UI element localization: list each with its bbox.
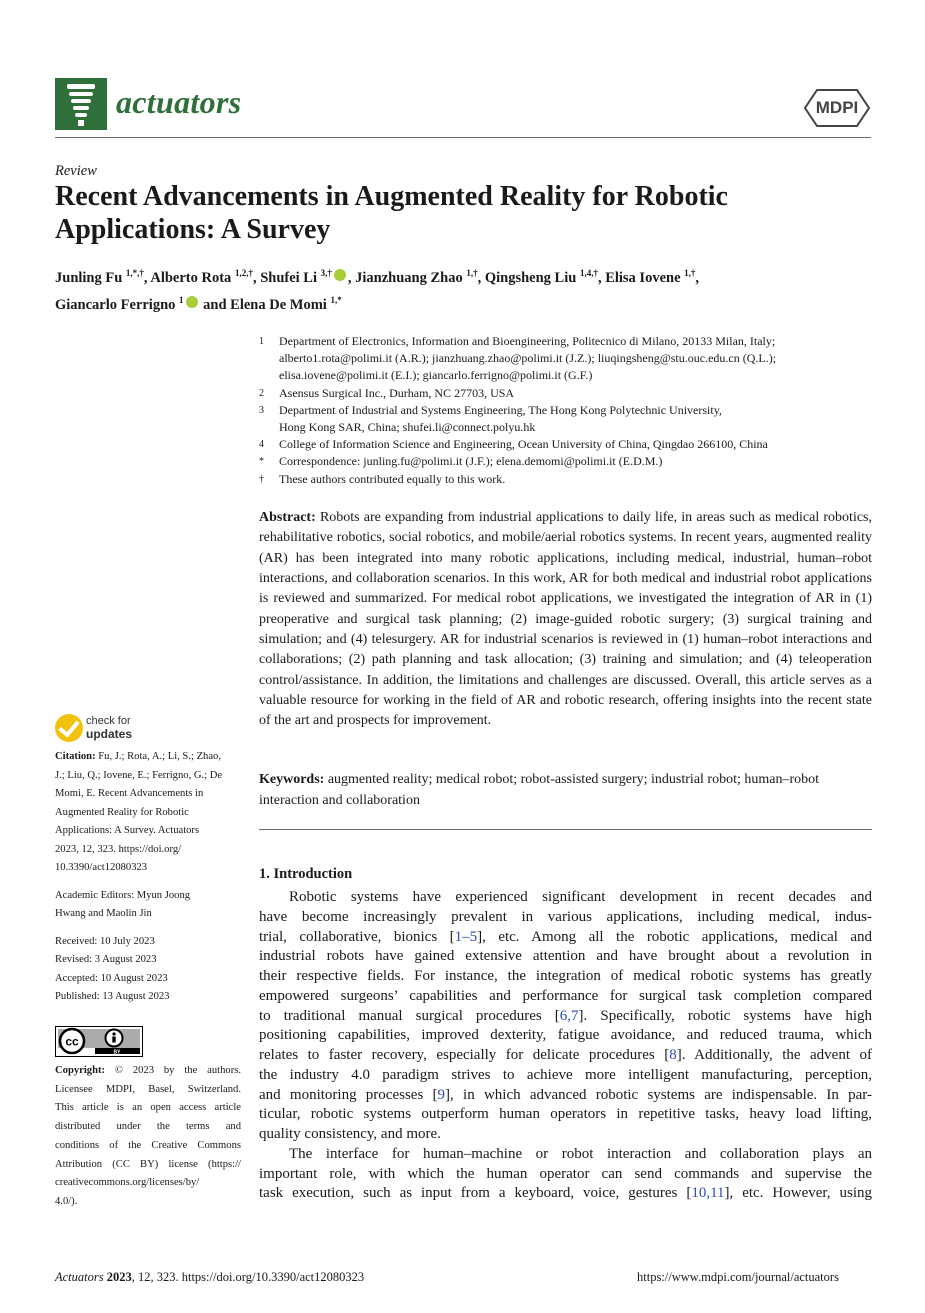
correspondence-line[interactable]: Correspondence: junling.fu@polimi.it (J.F.); elena.demomi@polimi.it (E.D.M.) [279,454,663,469]
affiliation-line[interactable]: alberto1.rota@polimi.it (A.R.); jianzhuang.zhao@polimi.it (J.Z.); liuqingsheng@stu.ouc.edu.cn (Q.L.); [279,351,777,366]
header-rule [55,137,871,138]
affiliation-line[interactable]: Hong Kong SAR, China; shufei.li@connect.polyu.hk [279,420,536,435]
copyright-line: 4.0/). [55,1195,78,1207]
affiliation-4 [259,436,879,453]
abstract-label: Abstract: [259,510,316,525]
intro-text-line: important role, with which the human operator can send commands and supervise the [259,1165,872,1182]
intro-text-line: task execution, such as input from a keyboard, voice, gestures [10,11], etc. However, using [259,1185,872,1202]
intro-text-line: positioning capabilities, improved dexterity, fatigue avoidance, and reduced trauma, which [259,1027,872,1044]
citation-line: Applications: A Survey. Actuators [55,825,200,836]
correspondence [259,453,879,470]
cc-by-license-badge[interactable] [55,1026,143,1057]
date-published: Published: 13 August 2023 [55,991,170,1003]
copyright-line: This article is an open access article [55,1102,241,1114]
intro-text-line: industrial robots have gained extensive attention and have brought about a revolution in [259,948,872,965]
mdpi-logo-text: MDPI [815,98,859,117]
affiliation-line: Department of Electronics, Information and Bioengineering, Politecnico di Milano, 20133 Milan, Italy; [279,334,776,348]
footer-journal-url[interactable]: https://www.mdpi.com/journal/actuators [637,1270,839,1284]
affiliation-line[interactable]: elisa.iovene@polimi.it (E.I.); giancarlo.ferrigno@polimi.it (G.F.) [279,368,593,383]
abstract [259,508,872,732]
article-dates [55,933,245,1007]
intro-text-line: have become increasingly prevalent in various applications, including medical, indus- [259,908,872,925]
citation-block [55,748,245,878]
editors-line: Academic Editors: Myun Joong [55,889,191,901]
affiliation-3 [259,402,879,436]
affiliation-mark: 3 [259,404,264,416]
equal-contribution-note [259,471,879,488]
copyright-line: distributed under the terms and [55,1121,241,1133]
citation-line: Augmented Reality for Robotic [55,806,189,818]
mdpi-logo[interactable] [803,88,871,128]
editors-line: Hwang and Maolin Jin [55,908,152,919]
affiliation-line: College of Information Science and Engineering, Ocean University of China, Qingdao 266100, China [279,437,768,452]
orcid-icon[interactable] [186,296,198,308]
citation-line: J.; Liu, Q.; Iovene, E.; Ferrigno, G.; De [55,769,223,781]
copyright-line[interactable]: creativecommons.org/licenses/by/ [55,1177,200,1189]
article-sidebar [55,748,245,1016]
affiliation-mark: 2 [259,387,264,399]
journal-logo [55,78,107,130]
article-title [55,180,855,246]
citation-line: Momi, E. Recent Advancements in [55,788,204,799]
date-accepted: Accepted: 10 August 2023 [55,972,168,984]
copyright-line: conditions of the Creative Commons [55,1139,241,1151]
affiliation-line: Department of Industrial and Systems Engineering, The Hong Kong Polytechnic University, [279,402,722,417]
svg-text:cc: cc [65,1034,79,1049]
citation-text: Fu, J.; Rota, A.; Li, S.; Zhao, [98,751,221,762]
abstract-text: Robots are expanding from industrial applications to daily life, in areas such as medical robotics, rehabilitative robotics, social robotics, and mobile/aerial robotics systems. In recent years, augmented reality (AR) has been integrated into many robotic applications, including medical, industrial, human–robot interactions, and collaboration scenarios. In this work, AR for both medical and industrial robot applications is reviewed and summarized. For medical robot applications, we investigated the integration of AR in (1) preoperative and surgical task planning; (2) image-guided robotic surgery; (3) surgical training and simulation; and (4) telesurgery. AR for industrial scenarios is reviewed in (1) human–robot interactions and collaborations; (2) path planning and task allocation; (3) training and simulation; and (4) teleoperation control/assistance. In addition, the limitations and challenges are discussed. Overall, this article serves as a valuable resource for working in the field of AR and robotic research, offering insights into the recent state of the art and prospects for improvement. [259,510,873,729]
citation-line[interactable]: 2023, 12, 323. https://doi.org/ [55,843,182,855]
intro-text-line: the industry 4.0 paradigm strives to achieve more intelligent manufacturing, perception, [259,1066,872,1083]
section-divider [259,829,872,830]
copyright-line: Copyright: © 2023 by the authors. [55,1065,241,1076]
keywords-text: augmented reality; medical robot; robot-assisted surgery; industrial robot; human–robot interaction and collaboration [259,772,820,808]
check-updates-label-bold: updates [86,727,133,741]
title-line: Recent Advancements in Augmented Reality for Robotic [55,181,728,212]
equal-contribution-text: These authors contributed equally to this work. [279,471,506,486]
equal-contribution-mark: † [259,473,264,485]
date-received: Received: 10 July 2023 [55,935,155,947]
orcid-icon[interactable] [334,269,346,281]
intro-text-line: their respective fields. For instance, the integration of medical robotic systems has greatly [259,968,872,984]
affiliations [259,333,879,488]
keywords [259,770,872,811]
intro-text-line: to traditional manual surgical procedures [6,7]. Specifically, robotic systems have high [259,1007,872,1024]
copyright-line[interactable]: Attribution (CC BY) license (https:// [55,1158,241,1170]
affiliation-1 [259,333,879,385]
affiliation-line: Asensus Surgical Inc., Durham, NC 27703, USA [279,385,515,400]
introduction-body [259,888,872,1204]
correspondence-mark: * [259,456,264,468]
keywords-label: Keywords: [259,772,325,787]
reference-link[interactable]: 6,7 [559,1007,579,1024]
reference-link[interactable]: 1–5 [454,928,478,945]
reference-link[interactable]: 10,11 [691,1185,725,1202]
intro-text-line: ticular, robotic systems outperform human operators in repetitive tasks, heavy load lifting, [259,1106,872,1123]
date-revised: Revised: 3 August 2023 [55,954,157,966]
intro-text-line: The interface for human–machine or robot interaction and collaboration plays an [289,1145,872,1162]
footer-citation[interactable]: Actuators 2023, 12, 323. https://doi.org/10.3390/act12080323 [55,1270,365,1284]
copyright-text: © 2023 by the authors. [114,1065,241,1076]
intro-text-line: empowered surgeons’ capabilities and performance for surgical task completion compared [259,987,872,1004]
section-heading: 1. Introduction [259,866,353,882]
academic-editors [55,887,245,924]
svg-text:BY: BY [113,1049,121,1056]
check-updates-label: check for [86,715,131,727]
affiliation-2 [259,385,879,402]
citation-line: Citation: Fu, J.; Rota, A.; Li, S.; Zhao, [55,751,221,762]
reference-link[interactable]: 9 [437,1086,446,1103]
check-for-updates-button[interactable] [55,714,205,744]
intro-text-line: quality consistency, and more. [259,1126,441,1142]
checkmark-icon [55,714,83,742]
citation-doi[interactable]: 10.3390/act12080323 [55,862,148,873]
journal-name[interactable]: actuators [116,84,242,120]
author-list [55,262,875,316]
intro-text-line: trial, collaborative, bionics [1–5], etc. Among all the robotic applications, medical and [259,928,873,945]
copyright-notice [55,1062,241,1212]
copyright-line: Licensee MDPI, Basel, Switzerland. [55,1083,241,1095]
actuator-spring-icon [55,78,107,130]
affiliation-mark: 4 [259,439,264,451]
article-type: Review [55,163,97,179]
intro-text-line: and monitoring processes [9], in which advanced robotic systems are indispensable. In par- [259,1086,872,1103]
intro-text-line: Robotic systems have experienced significant development in recent decades and [289,889,872,905]
authors-line[interactable]: Junling Fu $^{1,*,\dagger}$, Alberto Rota $^{1,2,\dagger}$, Shufei Li $^{3,\dagger}$ , Jianzhuang Zhao $^{1,\dagger}$, Qingsheng Liu $^{1,4,\dagger}$, Elisa Iovene $^{1,\dagger}$, [55,268,700,286]
intro-text-line: relates to faster recovery, especially for delicate procedures [8]. Additionally, the advent of [259,1047,873,1063]
affiliation-mark: 1 [259,336,264,347]
reference-link[interactable]: 8 [669,1047,677,1063]
authors-line[interactable]: Giancarlo Ferrigno $^1$ and Elena De Momi $^{1,*}$ [55,294,342,313]
title-line: Applications: A Survey [55,214,331,245]
